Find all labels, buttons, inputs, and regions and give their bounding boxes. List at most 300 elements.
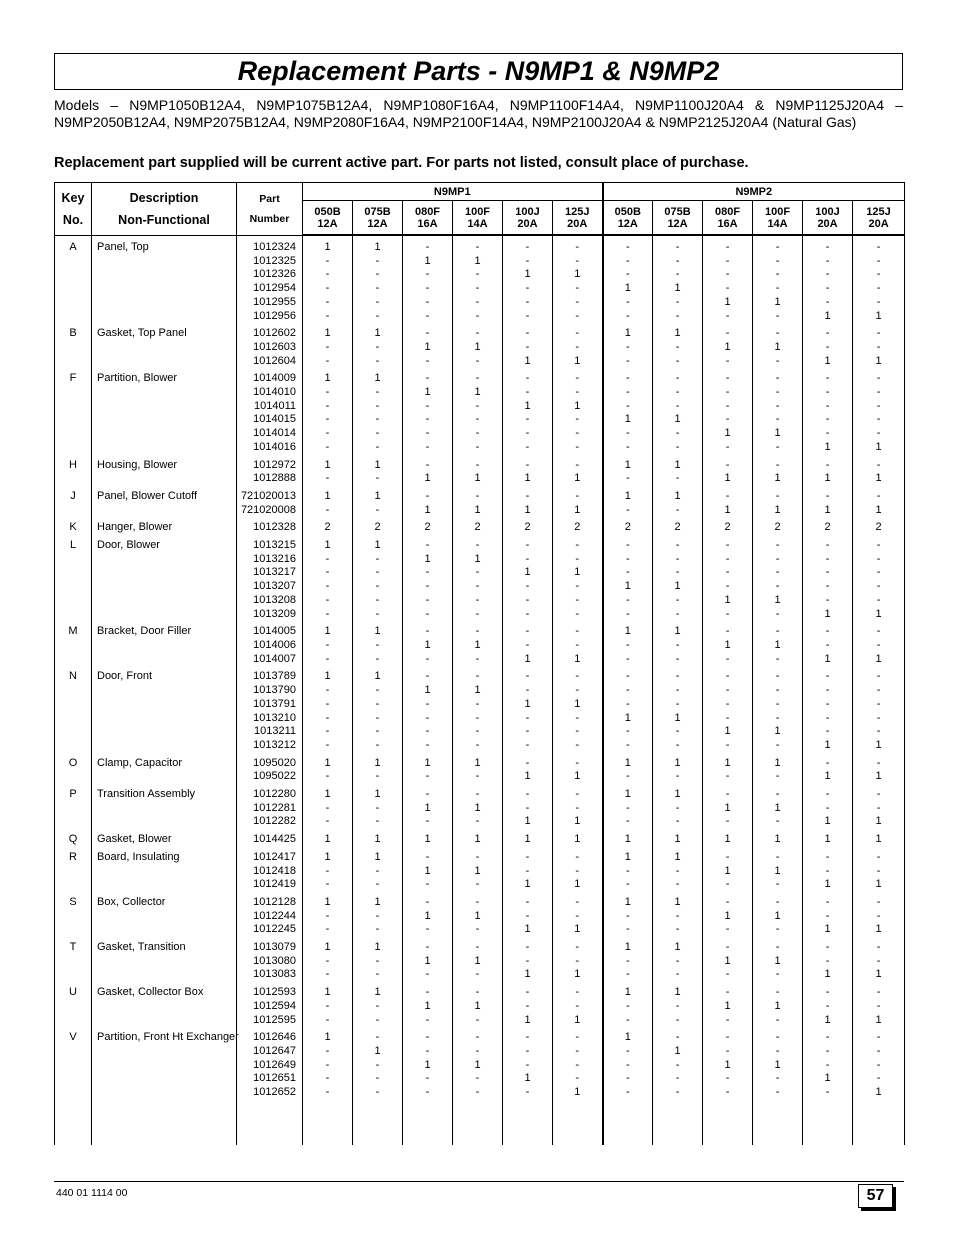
model-code: 100J [815,205,840,218]
quantity-cell: 1 [453,341,503,355]
quantity-cell: - [503,235,553,255]
quantity-cell: - [753,566,803,580]
quantity-cell: - [403,1014,453,1028]
quantity-cell: - [303,427,353,441]
quantity-cell: - [453,608,503,622]
quantity-cell: 1 [353,847,403,865]
description-cell [92,698,237,712]
part-number-cell: 1095020 [237,753,303,771]
quantity-cell: - [803,1000,853,1014]
quantity-cell: 1 [553,923,603,937]
quantity-cell: - [303,653,353,667]
model-size: 14A [767,217,788,230]
quantity-cell: - [353,1000,403,1014]
quantity-cell: - [353,608,403,622]
quantity-cell: - [553,1059,603,1073]
quantity-cell: - [453,566,503,580]
quantity-cell: - [753,739,803,753]
quantity-cell: 1 [603,621,653,639]
filler-cell [453,1100,503,1145]
part-number-cell: 1013080 [237,955,303,969]
filler-cell [753,1100,803,1145]
quantity-cell: 1 [653,982,703,1000]
description-header-label: Description [129,190,199,205]
quantity-cell: 1 [803,739,853,753]
table-row [55,753,905,771]
quantity-cell: - [453,1072,503,1086]
quantity-cell: - [653,1014,703,1028]
quantity-cell: - [853,235,905,255]
quantity-cell: - [453,666,503,684]
quantity-cell: - [403,400,453,414]
quantity-cell: - [703,386,753,400]
quantity-cell: - [703,653,753,667]
quantity-cell: - [603,739,653,753]
quantity-cell: - [303,739,353,753]
part-number-cell: 1013211 [237,725,303,739]
quantity-cell: 1 [403,472,453,486]
table-row [55,815,905,829]
quantity-cell: 1 [803,310,853,324]
quantity-cell: - [653,698,703,712]
quantity-cell: - [553,255,603,269]
quantity-cell: - [553,580,603,594]
quantity-cell: - [303,413,353,427]
model-size: 12A [667,217,688,230]
quantity-cell: - [753,923,803,937]
model-code: 100J [515,205,540,218]
quantity-cell: - [603,441,653,455]
filler-cell [353,1100,403,1145]
quantity-cell: - [703,770,753,784]
parts-body [55,235,905,1145]
quantity-cell: 1 [853,608,905,622]
quantity-cell: - [653,815,703,829]
quantity-cell: - [753,535,803,553]
description-cell [92,255,237,269]
key-cell [55,684,92,698]
quantity-cell: 1 [753,472,803,486]
table-row [55,355,905,369]
part-number-cell: 1012244 [237,910,303,924]
quantity-cell: - [403,566,453,580]
model-header [403,201,453,236]
quantity-cell: - [503,955,553,969]
table-row [55,386,905,400]
quantity-cell: - [303,725,353,739]
part-number-cell: 1012649 [237,1059,303,1073]
quantity-cell: - [853,639,905,653]
quantity-cell: 1 [703,296,753,310]
quantity-cell: - [603,968,653,982]
quantity-cell: - [603,594,653,608]
part-number-cell: 1012888 [237,472,303,486]
quantity-cell: 1 [753,594,803,608]
quantity-cell: - [853,955,905,969]
description-cell [92,684,237,698]
part-number-cell: 1013212 [237,739,303,753]
quantity-cell: - [803,268,853,282]
table-row [55,829,905,847]
key-cell: T [55,937,92,955]
quantity-cell: - [703,847,753,865]
quantity-cell: - [603,296,653,310]
quantity-cell: - [303,594,353,608]
description-cell: Hanger, Blower [92,517,237,535]
quantity-cell: 1 [753,910,803,924]
description-cell [92,355,237,369]
quantity-cell: - [853,486,905,504]
quantity-cell: - [553,982,603,1000]
quantity-cell: - [853,1059,905,1073]
quantity-cell: - [553,486,603,504]
table-row [55,608,905,622]
quantity-cell: - [753,712,803,726]
table-row [55,666,905,684]
model-size: 20A [868,217,889,230]
description-cell [92,865,237,879]
key-cell: F [55,368,92,386]
quantity-cell: 1 [403,910,453,924]
quantity-cell: 1 [603,982,653,1000]
quantity-cell: 1 [303,621,353,639]
quantity-cell: - [753,937,803,955]
filler-cell [603,1100,653,1145]
quantity-cell: - [353,878,403,892]
quantity-cell: - [403,427,453,441]
part-number-cell: 1012595 [237,1014,303,1028]
quantity-cell: - [803,296,853,310]
quantity-cell: 1 [353,455,403,473]
table-row [55,1027,905,1045]
quantity-cell: - [653,608,703,622]
quantity-cell: - [603,815,653,829]
quantity-cell: - [703,566,753,580]
table-row [55,639,905,653]
table-row [55,937,905,955]
quantity-cell: 1 [753,1059,803,1073]
quantity-cell: - [653,368,703,386]
quantity-cell: 1 [653,621,703,639]
quantity-cell: - [603,770,653,784]
quantity-cell: - [303,282,353,296]
quantity-cell: - [453,594,503,608]
quantity-cell: - [403,368,453,386]
footer-divider [54,1181,904,1182]
quantity-cell: - [453,725,503,739]
quantity-cell: - [403,594,453,608]
description-cell: Housing, Blower [92,455,237,473]
quantity-cell: 1 [603,753,653,771]
quantity-cell: - [603,566,653,580]
part-number-cell: 1013208 [237,594,303,608]
quantity-cell: - [853,368,905,386]
description-cell [92,639,237,653]
quantity-cell: - [403,770,453,784]
quantity-cell: - [303,910,353,924]
quantity-cell: 1 [803,878,853,892]
quantity-cell: - [503,784,553,802]
table-row [55,580,905,594]
quantity-cell: - [403,580,453,594]
quantity-cell: - [853,684,905,698]
quantity-cell: 1 [303,892,353,910]
quantity-cell: - [703,323,753,341]
quantity-cell: - [353,910,403,924]
description-cell: Partition, Blower [92,368,237,386]
model-size: 20A [817,217,838,230]
quantity-cell: 1 [403,865,453,879]
part-number-cell: 1012955 [237,296,303,310]
table-row [55,455,905,473]
quantity-cell: - [603,1072,653,1086]
quantity-cell: - [453,712,503,726]
table-row [55,653,905,667]
key-cell: K [55,517,92,535]
quantity-cell: - [353,282,403,296]
key-cell [55,802,92,816]
quantity-cell: - [753,621,803,639]
quantity-cell: - [653,427,703,441]
quantity-cell: 1 [353,937,403,955]
quantity-cell: - [403,323,453,341]
quantity-cell: 1 [553,770,603,784]
quantity-cell: - [653,268,703,282]
quantity-cell: - [553,608,603,622]
quantity-cell: 1 [503,815,553,829]
quantity-cell: - [603,608,653,622]
description-cell [92,802,237,816]
table-row [55,400,905,414]
quantity-cell: - [453,455,503,473]
quantity-cell: - [603,1014,653,1028]
description-cell [92,968,237,982]
quantity-cell: - [703,413,753,427]
quantity-cell: - [503,639,553,653]
part-number-cell: 721020008 [237,504,303,518]
quantity-cell: - [703,441,753,455]
quantity-cell: 1 [553,1014,603,1028]
table-row [55,910,905,924]
quantity-cell: - [753,268,803,282]
quantity-cell: - [453,784,503,802]
quantity-cell: 1 [503,355,553,369]
key-cell [55,355,92,369]
quantity-cell: - [653,1086,703,1100]
key-cell [55,386,92,400]
quantity-cell: 1 [753,639,803,653]
part-number-cell: 1013209 [237,608,303,622]
quantity-cell: - [753,784,803,802]
description-cell: Gasket, Top Panel [92,323,237,341]
quantity-cell: 1 [303,235,353,255]
quantity-cell: - [303,698,353,712]
part-number-cell: 1012956 [237,310,303,324]
quantity-cell: 1 [353,368,403,386]
quantity-cell: - [403,486,453,504]
quantity-cell: - [303,955,353,969]
quantity-cell: - [403,282,453,296]
quantity-cell: - [853,666,905,684]
quantity-cell: 1 [703,955,753,969]
quantity-cell: 1 [503,653,553,667]
part-number-cell: 1013790 [237,684,303,698]
part-number-cell: 1012280 [237,784,303,802]
key-cell [55,910,92,924]
quantity-cell: - [303,355,353,369]
quantity-cell: - [703,310,753,324]
quantity-cell: - [753,580,803,594]
quantity-cell: - [653,878,703,892]
model-code: 125J [866,205,891,218]
key-header [55,183,92,236]
quantity-cell: - [753,878,803,892]
quantity-cell: - [453,268,503,282]
model-code: 125J [565,205,590,218]
quantity-cell: 1 [303,1027,353,1045]
quantity-cell: - [803,594,853,608]
quantity-cell: 1 [453,753,503,771]
key-cell [55,341,92,355]
description-cell: Box, Collector [92,892,237,910]
description-cell [92,282,237,296]
quantity-cell: - [653,923,703,937]
quantity-cell: - [553,937,603,955]
quantity-cell: - [453,878,503,892]
quantity-cell: 1 [803,1014,853,1028]
quantity-cell: - [503,413,553,427]
quantity-cell: - [403,725,453,739]
quantity-cell: - [753,815,803,829]
quantity-cell: - [853,386,905,400]
quantity-cell: - [303,580,353,594]
table-row [55,268,905,282]
quantity-cell: - [753,486,803,504]
quantity-cell: - [803,639,853,653]
quantity-cell: 1 [753,753,803,771]
quantity-cell: - [553,323,603,341]
quantity-cell: - [353,553,403,567]
quantity-cell: - [503,666,553,684]
part-number-cell: 1014007 [237,653,303,667]
quantity-cell: 1 [753,296,803,310]
quantity-cell: - [353,255,403,269]
quantity-cell: - [553,802,603,816]
quantity-cell: - [453,355,503,369]
quantity-cell: 1 [703,802,753,816]
quantity-cell: - [403,698,453,712]
part-number-cell: 1012646 [237,1027,303,1045]
model-size: 12A [617,217,638,230]
key-cell: H [55,455,92,473]
quantity-cell: - [653,310,703,324]
quantity-cell: - [503,802,553,816]
quantity-cell: - [403,712,453,726]
quantity-cell: 2 [403,517,453,535]
quantity-cell: - [503,621,553,639]
model-code: 080F [414,205,441,218]
quantity-cell: - [653,1072,703,1086]
quantity-cell: - [303,712,353,726]
quantity-cell: 1 [353,982,403,1000]
quantity-cell: 1 [553,355,603,369]
quantity-cell: 1 [453,684,503,698]
description-cell [92,1045,237,1059]
key-cell [55,553,92,567]
quantity-cell: - [603,653,653,667]
part-number-header [237,183,303,236]
quantity-cell: 1 [803,504,853,518]
quantity-cell: - [353,815,403,829]
quantity-cell: - [753,310,803,324]
quantity-cell: 1 [353,666,403,684]
quantity-cell: - [603,386,653,400]
quantity-cell: - [553,753,603,771]
part-number-cell: 1012604 [237,355,303,369]
quantity-cell: - [353,684,403,698]
quantity-cell: - [653,355,703,369]
table-row [55,566,905,580]
quantity-cell: - [703,1072,753,1086]
quantity-cell: - [553,725,603,739]
key-cell [55,878,92,892]
quantity-cell: - [703,892,753,910]
quantity-cell: - [453,770,503,784]
quantity-cell: - [303,472,353,486]
quantity-cell: - [353,268,403,282]
quantity-cell: - [603,504,653,518]
quantity-cell: - [653,739,703,753]
part-number-cell: 1012245 [237,923,303,937]
quantity-cell: - [603,684,653,698]
part-number-cell: 1012128 [237,892,303,910]
table-row [55,865,905,879]
description-cell [92,472,237,486]
quantity-cell: - [753,770,803,784]
quantity-cell: 1 [603,712,653,726]
quantity-cell: - [353,341,403,355]
description-cell [92,878,237,892]
quantity-cell: - [753,368,803,386]
description-cell [92,594,237,608]
quantity-cell: - [553,712,603,726]
quantity-cell: - [853,594,905,608]
quantity-cell: - [853,982,905,1000]
quantity-cell: - [703,1027,753,1045]
quantity-cell: - [553,441,603,455]
quantity-cell: 1 [453,829,503,847]
quantity-cell: - [453,580,503,594]
table-header [55,183,905,236]
quantity-cell: - [603,1086,653,1100]
quantity-cell: 2 [603,517,653,535]
quantity-cell: - [703,666,753,684]
quantity-cell: - [703,878,753,892]
quantity-cell: - [653,594,703,608]
page-title-box [54,53,903,90]
quantity-cell: 1 [753,427,803,441]
description-cell [92,341,237,355]
description-cell: Gasket, Blower [92,829,237,847]
replacement-notice: Replacement part supplied will be current active part. For parts not listed, consult place of purchase. [54,155,749,171]
quantity-cell: 1 [603,282,653,296]
quantity-cell: - [803,621,853,639]
quantity-cell: 1 [703,1000,753,1014]
quantity-cell: - [553,1045,603,1059]
table-row [55,955,905,969]
part-number-cell: 1012325 [237,255,303,269]
model-header [303,201,353,236]
